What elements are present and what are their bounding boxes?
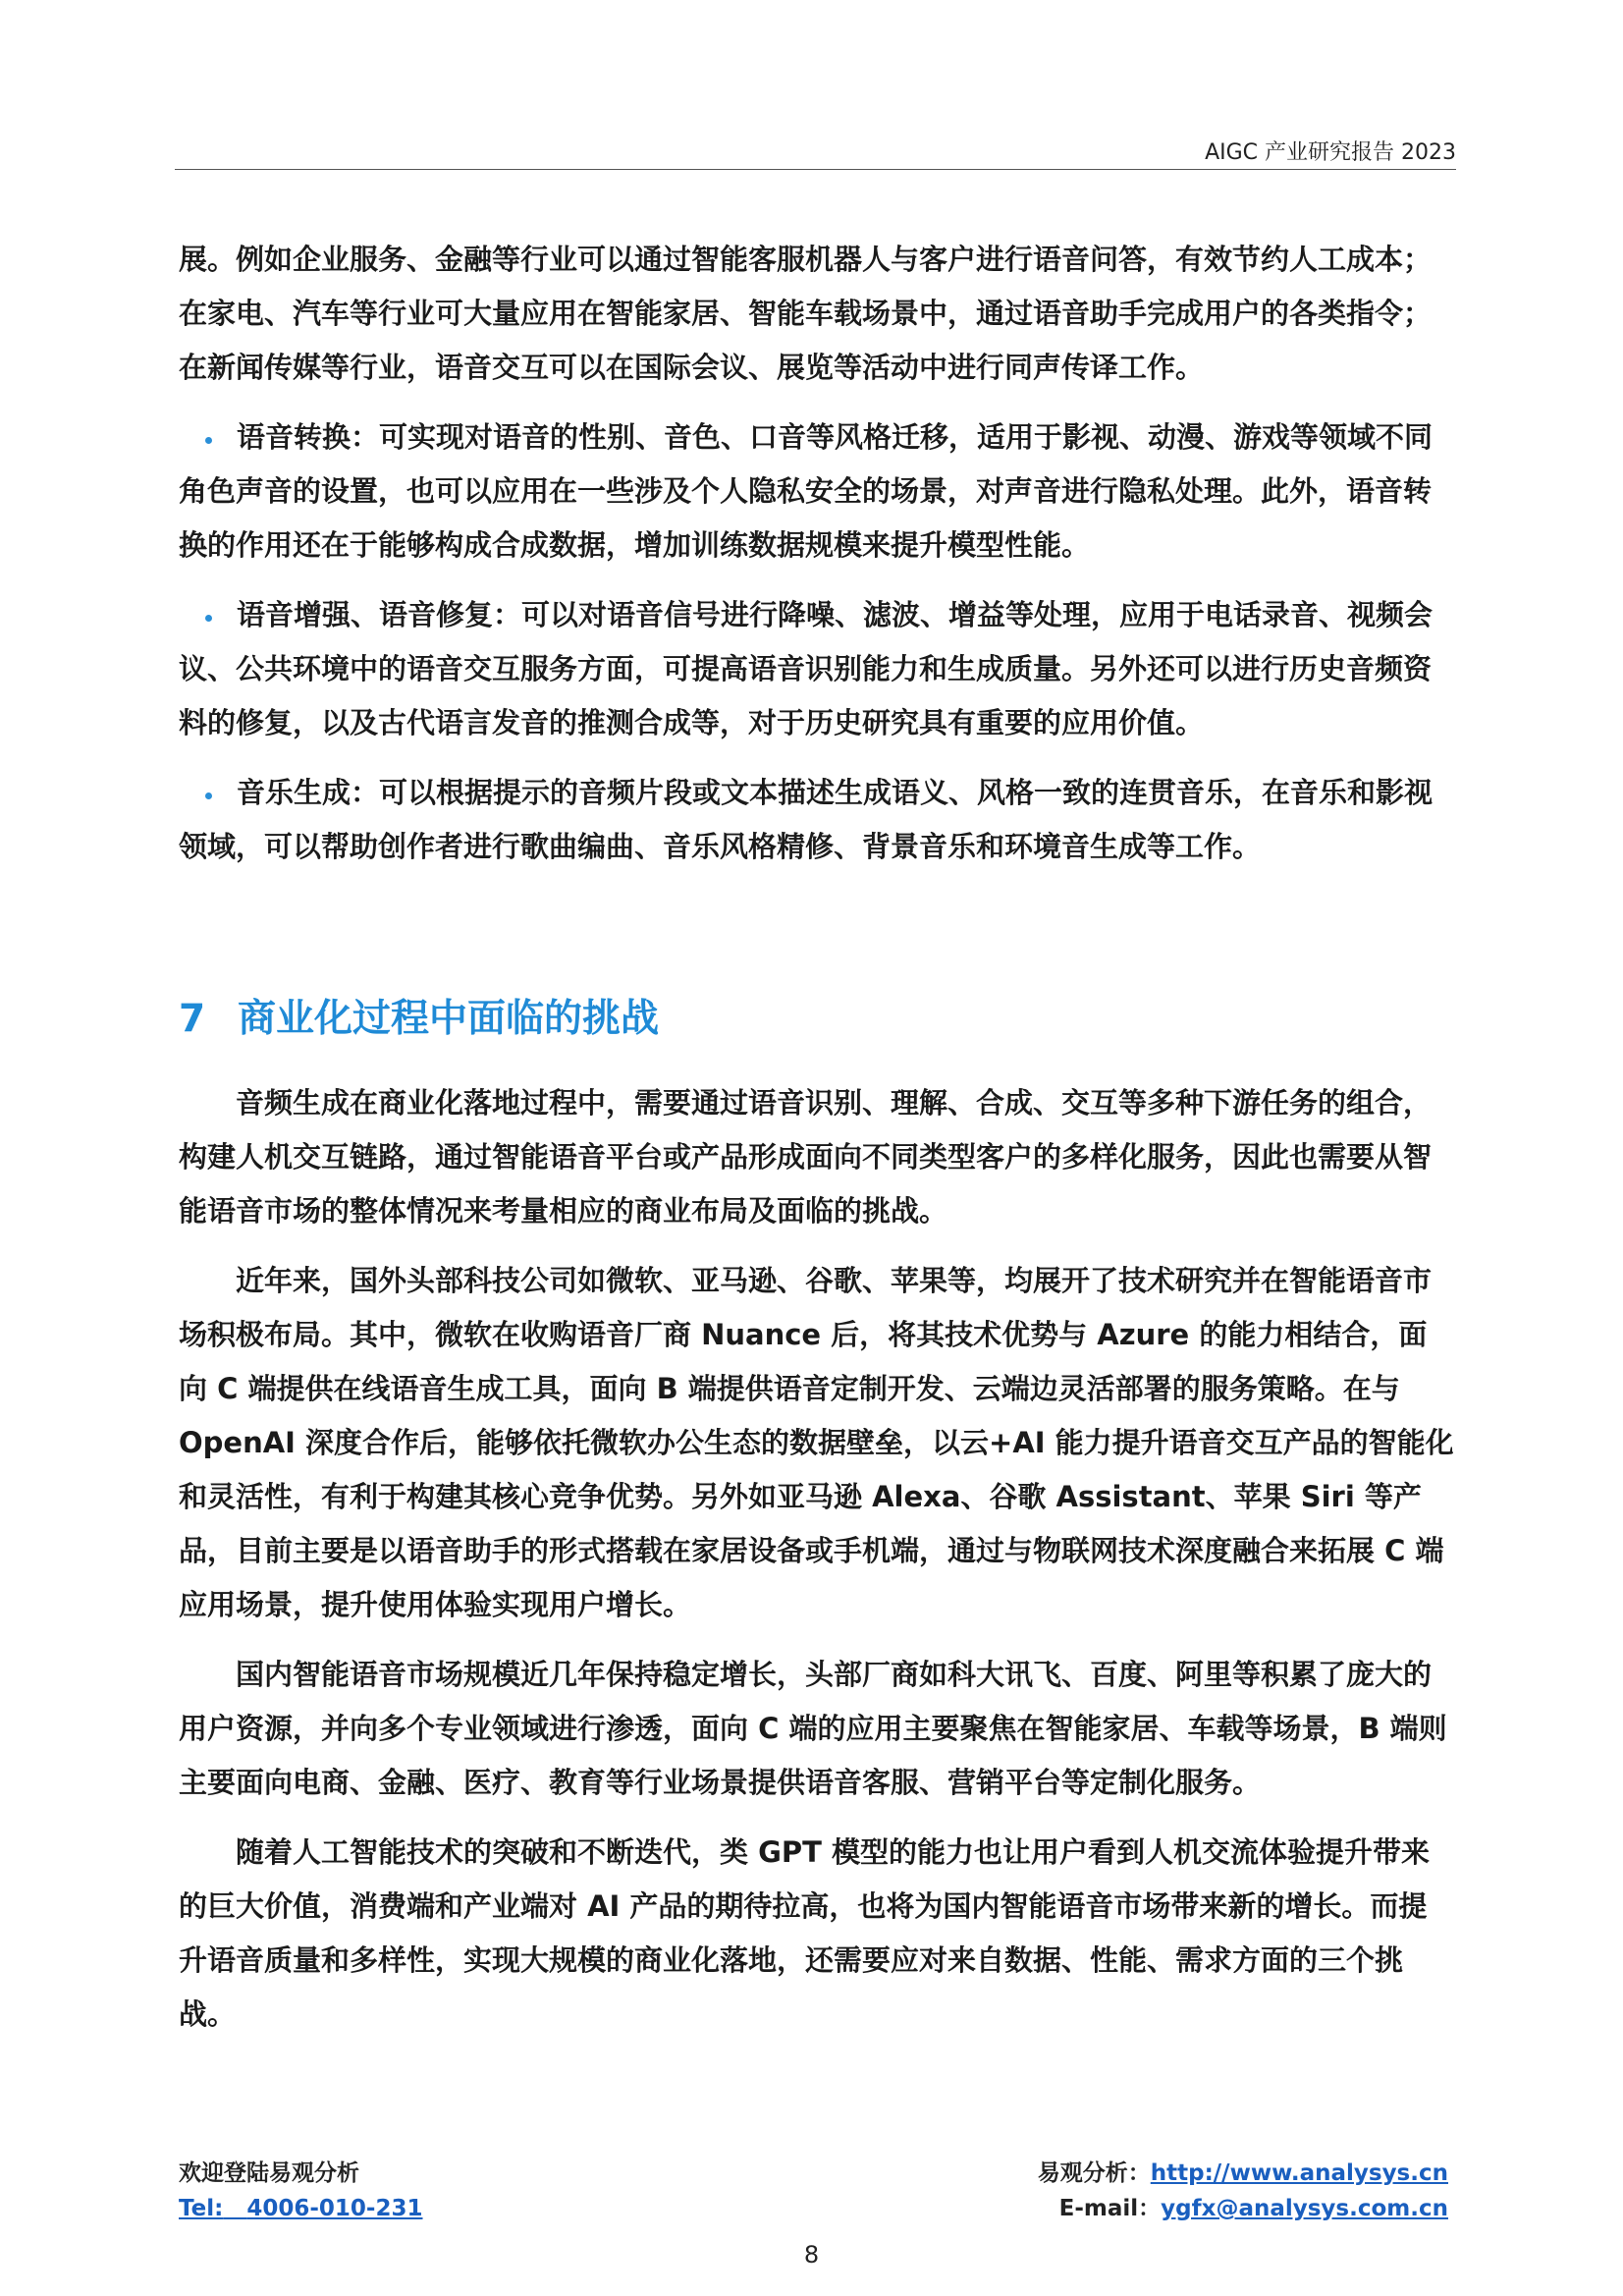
- website-link[interactable]: http://www.analysys.cn: [1150, 2160, 1448, 2186]
- paragraph-intro: 展。例如企业服务、金融等行业可以通过智能客服机器人与客户进行语音问答，有效节约人工成本；在家电、汽车等行业可大量应用在智能家居、智能车载场景中，通过语音助手完成用户的各类指令；在新闻传媒等行业，语音交互可以在国际会议、展览等活动中进行同声传译工作。: [179, 243, 1433, 384]
- section-paragraph: 随着人工智能技术的突破和不断迭代，类 GPT 模型的能力也让用户看到人机交流体验提升带来的巨大价值，消费端和产业端对 AI 产品的期待拉高，也将为国内智能语音市场带来新的增长。而提升语音质量和多样性，实现大规模的商业化落地，还需要应对来自数据、性能、需求方面的三个挑战。: [179, 1835, 1431, 2031]
- bullet-term: 音乐生成：: [237, 776, 380, 809]
- bullet-term: 语音转换：: [237, 420, 380, 454]
- footer-right: [1038, 2156, 1448, 2226]
- section-paragraph: 国内智能语音市场规模近几年保持稳定增长，头部厂商如科大讯飞、百度、阿里等积累了庞大的用户资源，并向多个专业领域进行渗透，面向 C 端的应用主要聚焦在智能家居、车载等场景，B 端则主要面向电商、金融、医疗、教育等行业场景提供语音客服、营销平台等定制化服务。: [179, 1658, 1447, 1799]
- page-number: 8: [803, 2241, 820, 2269]
- email-label: E-mail：: [1058, 2196, 1162, 2221]
- footer-welcome: 欢迎登陆易观分析: [179, 2160, 359, 2186]
- email-link[interactable]: ygfx@analysys.com.cn: [1161, 2196, 1448, 2221]
- section-title: 商业化过程中面临的挑战: [238, 997, 660, 1041]
- section-heading: [179, 988, 659, 1043]
- phone-label[interactable]: Tel:: [179, 2196, 224, 2221]
- bullet-text: 可以根据提示的音频片段或文本描述生成语义、风格一致的连贯音乐，在音乐和影视领域，可以帮助创作者进行歌曲编曲、音乐风格精修、背景音乐和环境音生成等工作。: [179, 776, 1434, 863]
- bullet-text: 可以对语音信号进行降噪、滤波、增益等处理，应用于电话录音、视频会议、公共环境中的语音交互服务方面，可提高语音识别能力和生成质量。另外还可以进行历史音频资料的修复，以及古代语言发音的推测合成等，对于历史研究具有重要的应用价值。: [179, 598, 1434, 739]
- bullet-text: 可实现对语音的性别、音色、口音等风格迁移，适用于影视、动漫、游戏等领域不同角色声音的设置，也可以应用在一些涉及个人隐私安全的场景，对声音进行隐私处理。此外，语音转换的作用还在于能够构成合成数据，增加训练数据规模来提升模型性能。: [179, 420, 1434, 562]
- phone-number[interactable]: 4006-010-231: [246, 2196, 423, 2221]
- bullet-item-voice-conversion: [179, 410, 1455, 573]
- header-divider: [175, 169, 1456, 170]
- section-number: 7: [179, 997, 206, 1041]
- header-title: AIGC 产业研究报告 2023: [1205, 140, 1456, 165]
- section-paragraph: 近年来，国外头部科技公司如微软、亚马逊、谷歌、苹果等，均展开了技术研究并在智能语音市场积极布局。其中，微软在收购语音厂商 Nuance 后，将其技术优势与 Azure 的能力相结合，面向 C 端提供在线语音生成工具，面向 B 端提供语音定制开发、云端边灵活部署的服务策略。在与 OpenAI 深度合作后，能够依托微软办公生态的数据壁垒，以云+AI 能力提升语音交互产品的智能化和灵活性，有利于构建其核心竞争优势。另外如亚马逊 Alexa、谷歌 Assistant、苹果 Siri 等产品，目前主要是以语音助手的形式搭载在家居设备或手机端，通过与物联网技术深度融合来拓展 C 端应用场景，提升使用体验实现用户增长。: [179, 1264, 1454, 1621]
- footer-phone[interactable]: [179, 2191, 423, 2226]
- bullet-item-voice-enhancement: [179, 588, 1455, 750]
- website-label: 易观分析：: [1037, 2160, 1151, 2186]
- footer-left: [179, 2156, 423, 2226]
- bullet-term: 语音增强、语音修复：: [237, 598, 522, 631]
- section-paragraph: 音频生成在商业化落地过程中，需要通过语音识别、理解、合成、交互等多种下游任务的组合，构建人机交互链路，通过智能语音平台或产品形成面向不同类型客户的多样化服务，因此也需要从智能语音市场的整体情况来考量相应的商业布局及面临的挑战。: [179, 1086, 1433, 1228]
- bullet-item-music-generation: [179, 766, 1455, 874]
